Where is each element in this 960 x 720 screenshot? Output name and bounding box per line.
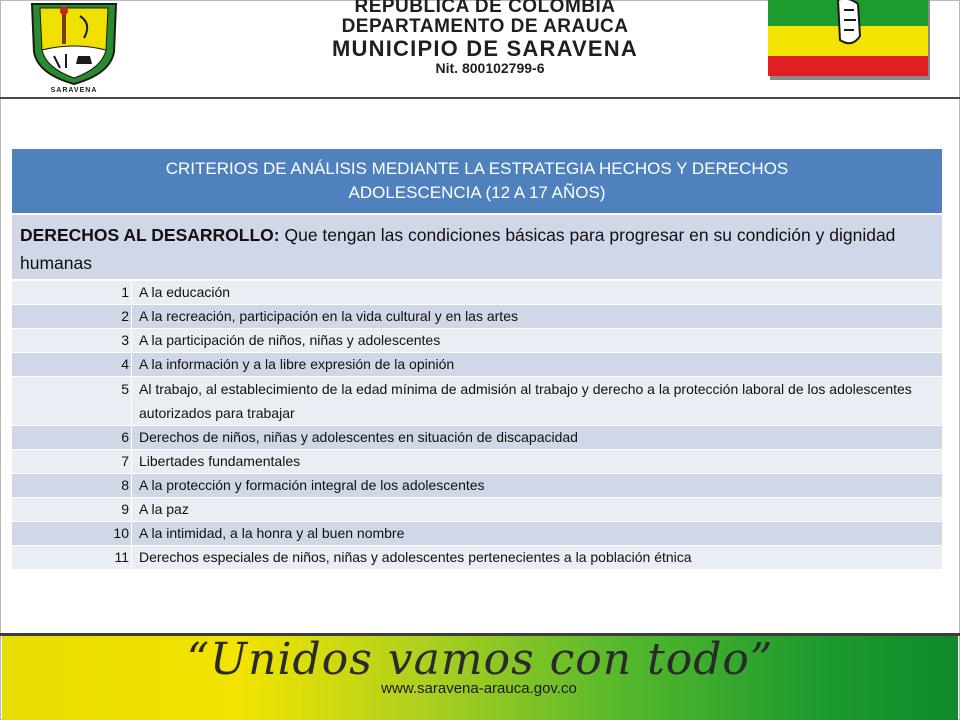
table-row — [12, 377, 942, 426]
rights-table — [12, 149, 942, 570]
row-number: 3 — [12, 329, 132, 352]
row-number: 10 — [12, 522, 132, 545]
table-row — [12, 426, 942, 450]
header-divider — [0, 97, 960, 99]
section-text: Que tengan las condiciones básicas para progresar en su condición y dignidad humanas — [20, 225, 896, 273]
row-text: A la información y a la libre expresión de la opinión — [139, 356, 455, 372]
slogan: “Unidos vamos con todo” — [186, 634, 774, 685]
row-text: Derechos especiales de niños, niñas y adolescentes pertenecientes a la población étnica — [139, 549, 692, 565]
header-municipality: MUNICIPIO DE SARAVENA — [332, 36, 638, 61]
row-number: 4 — [12, 353, 132, 376]
row-number: 1 — [12, 281, 132, 304]
row-text: A la paz — [139, 501, 189, 517]
table-row — [12, 474, 942, 498]
section-description — [12, 215, 942, 281]
row-text: Derechos de niños, niñas y adolescentes en situación de discapacidad — [139, 429, 578, 445]
row-text: A la intimidad, a la honra y al buen nombre — [139, 525, 405, 541]
row-text: A la protección y formación integral de los adolescentes — [139, 477, 485, 493]
row-text: A la recreación, participación en la vida cultural y en las artes — [139, 308, 518, 324]
table-row — [12, 546, 942, 570]
row-number: 11 — [12, 546, 132, 569]
website-link[interactable]: www.saravena-arauca.gov.co — [381, 680, 577, 697]
row-number: 6 — [12, 426, 132, 449]
row-text: A la educación — [139, 284, 231, 300]
row-text: Libertades fundamentales — [139, 453, 301, 469]
header-line-2: DEPARTAMENTO DE ARAUCA — [341, 16, 629, 37]
section-label: DERECHOS AL DESARROLLO: — [20, 225, 280, 245]
row-number: 7 — [12, 450, 132, 473]
header-line-1: REPUBLICA DE COLOMBIA — [354, 0, 616, 17]
table-row — [12, 498, 942, 522]
table-row — [12, 305, 942, 329]
table-title-line-1: CRITERIOS DE ANÁLISIS MEDIANTE LA ESTRATEGIA HECHOS Y DERECHOS — [165, 159, 789, 178]
row-number: 2 — [12, 305, 132, 328]
header-nit: Nit. 800102799-6 — [435, 60, 545, 76]
municipal-shield-logo — [18, 0, 130, 92]
table-row — [12, 450, 942, 474]
table-title-line-2: ADOLESCENCIA (12 A 17 AÑOS) — [348, 183, 606, 202]
row-number: 5 — [12, 377, 132, 425]
table-title — [12, 149, 942, 215]
shield-caption: SARAVENA — [50, 87, 98, 92]
table-row — [12, 281, 942, 305]
table-row — [12, 522, 942, 546]
table-row — [12, 329, 942, 353]
table-row — [12, 353, 942, 377]
municipal-flag — [768, 0, 932, 82]
row-text: A la participación de niños, niñas y adolescentes — [139, 332, 441, 348]
row-number: 9 — [12, 498, 132, 521]
row-text: Al trabajo, al establecimiento de la edad mínima de admisión al trabajo y derecho a la protección laboral de los adolescentes autorizados para trabajar — [139, 381, 912, 421]
row-number: 8 — [12, 474, 132, 497]
